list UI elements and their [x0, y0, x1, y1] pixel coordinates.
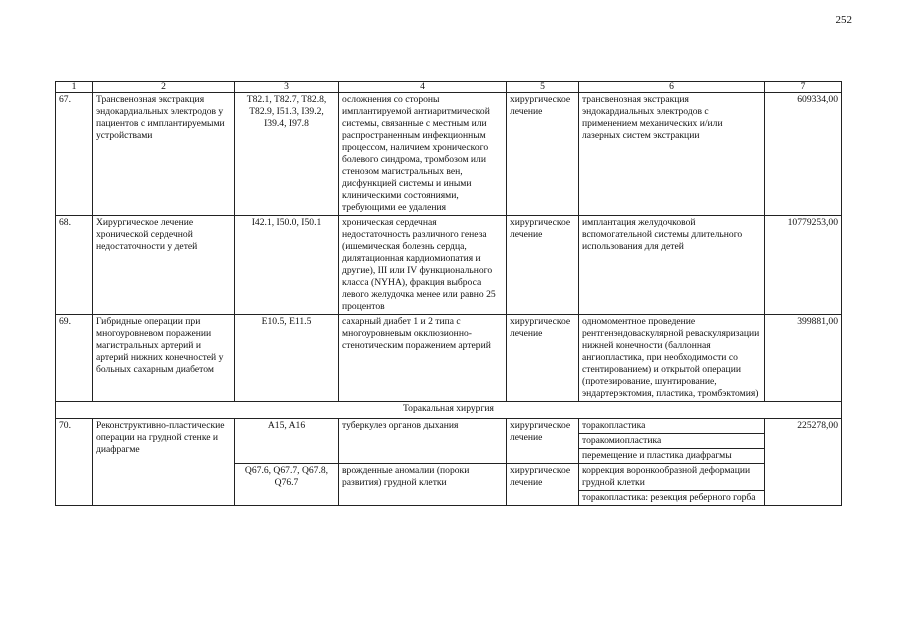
column-header: 5 [507, 82, 579, 93]
treatment-method: перемещение и пластика диафрагмы [582, 450, 732, 461]
column-header: 1 [56, 82, 93, 93]
procedure-name: Хирургическое лечение хронической сердечной недостаточности у детей [93, 216, 235, 315]
row-number: 70. [56, 419, 93, 506]
treatment-type: хирургическое лечение [507, 464, 579, 506]
patient-model: хроническая сердечная недостаточность различного генеза (ишемическая болезнь сердца, дилятационная кардиомиопатия и другие), III или IV функционального класса (NYHA), фракция выброса левого желудочка менее или равно 25 процентов [339, 216, 507, 315]
procedure-name: Гибридные операции при многоуровневом поражении магистральных артерий и артерий нижних конечностей у больных сахарным диабетом [93, 315, 235, 402]
procedures-table [55, 81, 842, 506]
section-row [56, 402, 842, 419]
treatment-method: имплантация желудочковой вспомогательной системы длительного использования для детей [579, 216, 765, 315]
row-number: 69. [56, 315, 93, 402]
row-number: 68. [56, 216, 93, 315]
table-row [56, 419, 842, 464]
treatment-method: одномоментное проведение рентгенэндоваскулярной реваскуляризации нижней конечности (баллонная ангиопластика, при необходимости со стентированием) и открытой операции (протезирование, шунтирование, эндартерэктомия, пластика, тромбэктомия) [579, 315, 765, 402]
treatment-type: хирургическое лечение [507, 93, 579, 216]
cost: 225278,00 [765, 419, 842, 506]
patient-model: врожденные аномалии (пороки развития) грудной клетки [339, 464, 507, 506]
procedure-name: Реконструктивно-пластические операции на грудной стенке и диафрагме [93, 419, 235, 506]
icd-codes: I42.1, I50.0, I50.1 [235, 216, 339, 315]
patient-model: туберкулез органов дыхания [339, 419, 507, 464]
page-number: 252 [835, 14, 852, 26]
cost: 10779253,00 [765, 216, 842, 315]
column-header-row [56, 82, 842, 93]
procedure-name: Трансвенозная экстракция эндокардиальных электродов у пациентов с имплантируемыми устройствами [93, 93, 235, 216]
treatment-method: коррекция воронкообразной деформации грудной клетки [579, 464, 764, 491]
patient-model: осложнения со стороны имплантируемой антиаритмической системы, связанные с местным или распространенным инфекционным процессом, наличием хронического болевого синдрома, тромбозом или стенозом магистральных вен, дисфункцией системы и иными клиническими состояниями, требующими ее удаления [339, 93, 507, 216]
icd-codes: T82.1, T82.7, T82.8, T82.9, I51.3, I39.2, I39.4, I97.8 [235, 93, 339, 216]
treatment-method: торакопластика [579, 419, 764, 434]
icd-codes: Q67.6, Q67.7, Q67.8, Q76.7 [235, 464, 339, 506]
treatment-type: хирургическое лечение [507, 419, 579, 464]
table-row [56, 216, 842, 315]
column-header: 2 [93, 82, 235, 93]
table-row [56, 93, 842, 216]
cost: 399881,00 [765, 315, 842, 402]
treatment-method: торакомиопластика [579, 434, 764, 449]
treatment-type: хирургическое лечение [507, 315, 579, 402]
treatment-type: хирургическое лечение [507, 216, 579, 315]
icd-codes: A15, A16 [235, 419, 339, 464]
column-header: 7 [765, 82, 842, 93]
treatment-method-list [579, 464, 765, 506]
icd-codes: E10.5, E11.5 [235, 315, 339, 402]
treatment-method: трансвенозная экстракция эндокардиальных электродов с применением механических и/или лазерных систем экстракции [579, 93, 765, 216]
cost: 609334,00 [765, 93, 842, 216]
column-header: 6 [579, 82, 765, 93]
section-title: Торакальная хирургия [56, 402, 842, 419]
table-row [56, 315, 842, 402]
patient-model: сахарный диабет 1 и 2 типа с многоуровневым окклюзионно-стенотическим поражением артерий [339, 315, 507, 402]
treatment-method: торакопластика: резекция реберного горба [582, 492, 756, 503]
row-number: 67. [56, 93, 93, 216]
column-header: 4 [339, 82, 507, 93]
column-header: 3 [235, 82, 339, 93]
treatment-method-list [579, 419, 765, 464]
